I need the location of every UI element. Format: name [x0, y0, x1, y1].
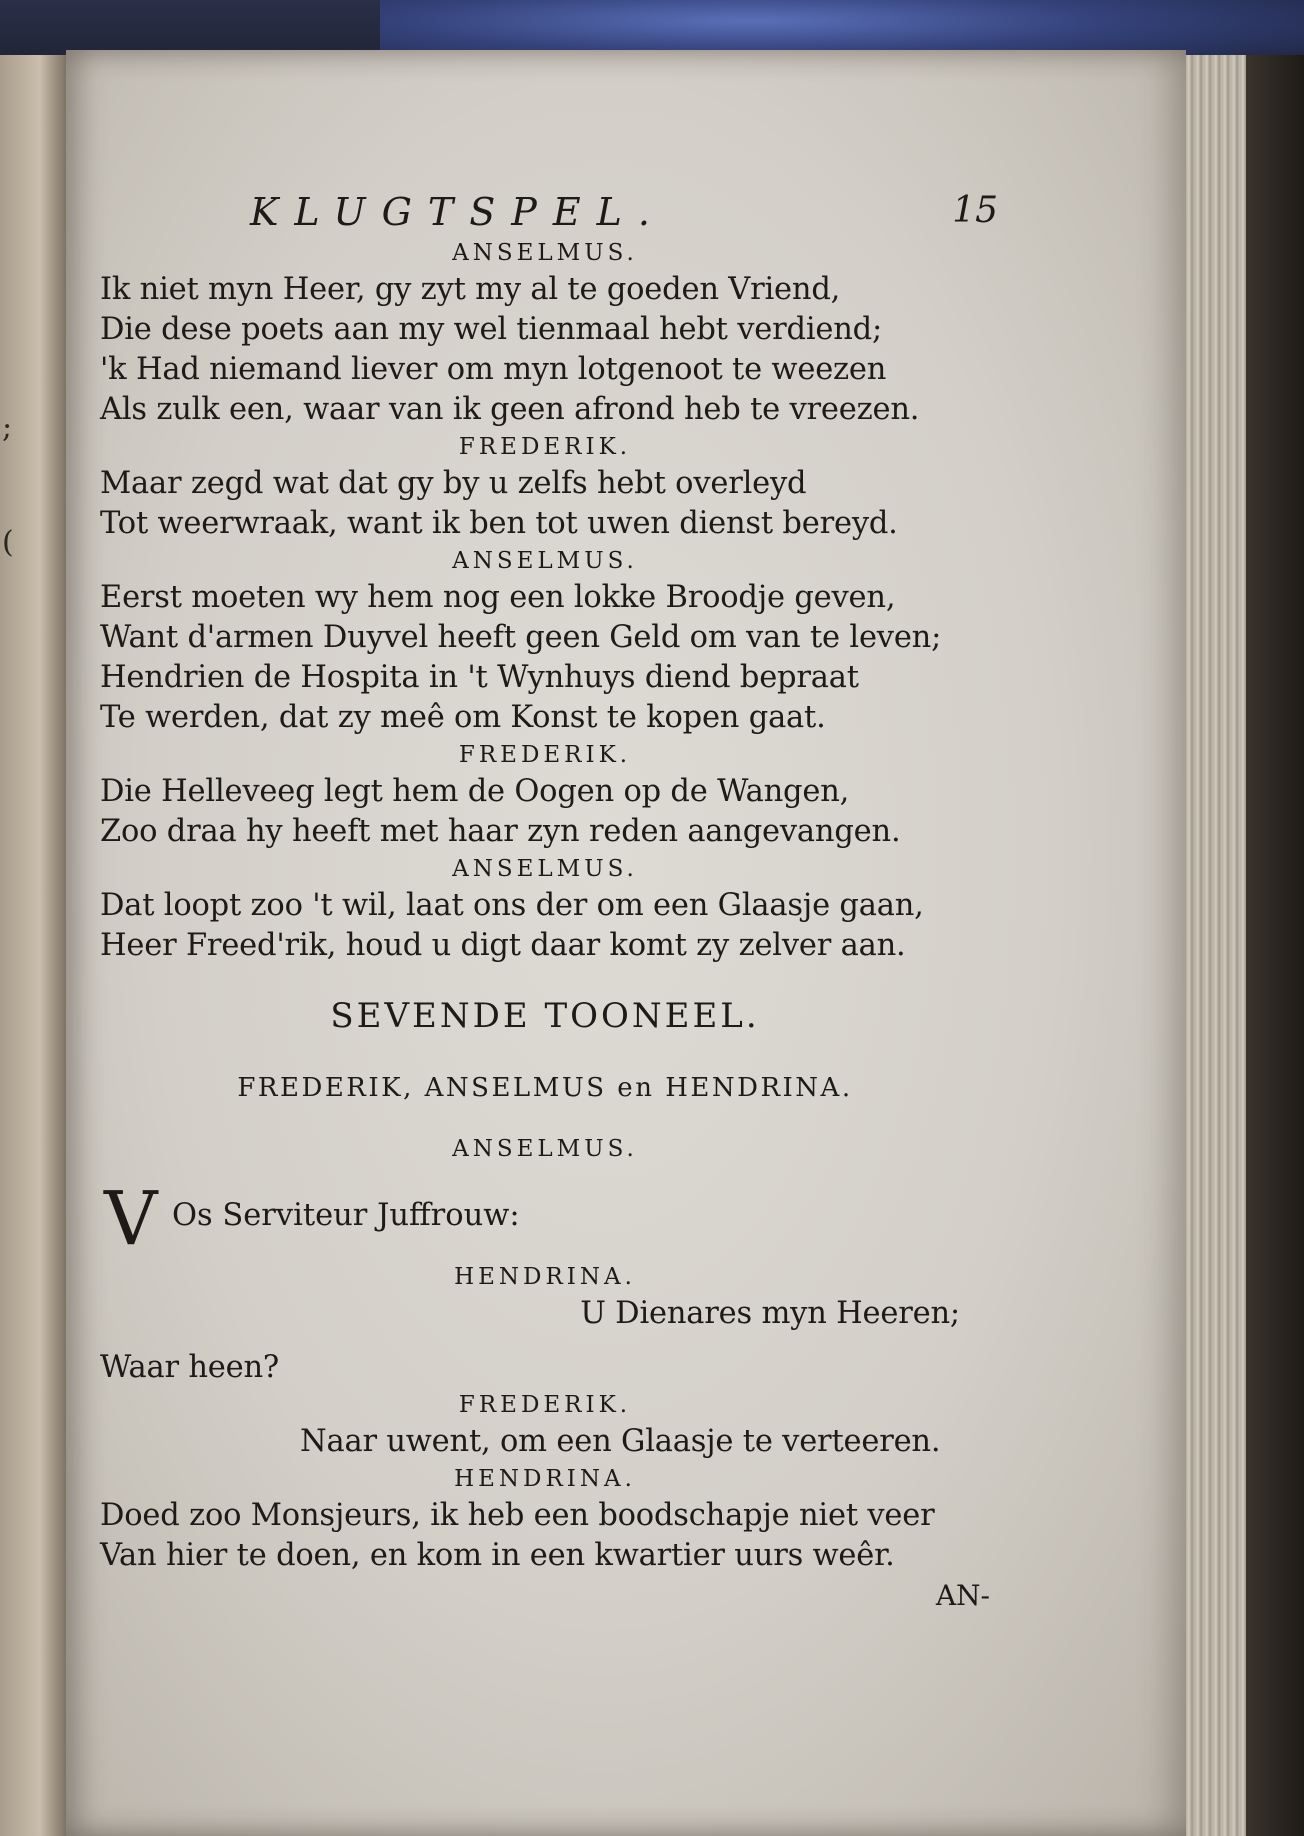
speaker-name: FREDERIK. [458, 742, 632, 768]
verse-line: Van hier te doen, en kom in een kwartier uurs weêr. [100, 1538, 895, 1573]
verse-line: Te werden, dat zy meê om Konst te kopen gaat. [100, 700, 826, 735]
running-title: KLUGTSPEL. [250, 190, 666, 234]
speaker-name: HENDRINA. [454, 1466, 636, 1492]
book-cover-edge [1246, 55, 1304, 1836]
spacer [100, 1334, 990, 1348]
speaker-name: ANSELMUS. [452, 240, 638, 266]
verse-line: Die dese poets aan my wel tienmaal hebt verdiend; [100, 312, 883, 347]
verse-line: Maar zegd wat dat gy by u zelfs hebt overleyd [100, 466, 807, 501]
verse-line: Os Serviteur Juffrouw: [172, 1198, 520, 1233]
verse-line: Hendrien de Hospita in 't Wynhuys diend bepraat [100, 660, 859, 695]
verse-line: Eerst moeten wy hem nog een lokke Broodje geven, [100, 580, 896, 615]
verse-line: Heer Freed'rik, houd u digt daar komt zy zelver aan. [100, 928, 906, 963]
verse-line: Waar heen? [100, 1350, 280, 1385]
verse-line: Als zulk een, waar van ik geen afrond heb te vreezen. [100, 392, 920, 427]
drop-cap-line [100, 1176, 990, 1262]
left-page-mark: ; [2, 410, 13, 445]
verse-line: U Dienares myn Heeren; [580, 1296, 960, 1331]
verse-line: Naar uwent, om een Glaasje te verteeren. [300, 1424, 941, 1459]
page-text [100, 236, 990, 1616]
speaker-name: HENDRINA. [454, 1264, 636, 1290]
catchword: AN- [935, 1579, 990, 1612]
verse-line: Tot weerwraak, want ik ben tot uwen dienst bereyd. [100, 506, 898, 541]
verse-line: 'k Had niemand liever om myn lotgenoot te weezen [100, 352, 887, 387]
drop-cap: V [104, 1176, 158, 1262]
scene-title: SEVENDE TOONEEL. [330, 996, 760, 1036]
left-page-edge [0, 55, 66, 1836]
verse-line: Want d'armen Duyvel heeft geen Geld om van te leven; [100, 620, 942, 655]
verse-line: Dat loopt zoo 't wil, laat ons der om een Glaasje gaan, [100, 888, 924, 923]
speaker-name: FREDERIK. [458, 1392, 632, 1418]
speaker-name: FREDERIK. [458, 434, 632, 460]
verse-line: Ik niet myn Heer, gy zyt my al te goeden Vriend, [100, 272, 841, 307]
verse-line: Doed zoo Monsjeurs, ik heb een boodschapje niet veer [100, 1498, 935, 1533]
spacer [100, 1044, 990, 1058]
left-page-mark: ( [2, 525, 14, 560]
spacer [100, 1118, 990, 1132]
page-number: 15 [952, 190, 998, 231]
speaker-name: ANSELMUS. [452, 548, 638, 574]
scene-characters: FREDERIK, ANSELMUS en HENDRINA. [237, 1073, 853, 1103]
verse-line: Die Helleveeg legt hem de Oogen op de Wangen, [100, 774, 850, 809]
spacer [100, 966, 990, 988]
page-header [100, 190, 998, 236]
speaker-name: ANSELMUS. [452, 1136, 638, 1162]
spacer [100, 1166, 990, 1180]
page-stack-edge [1186, 55, 1246, 1836]
speaker-name: ANSELMUS. [452, 856, 638, 882]
verse-line: Zoo draa hy heeft met haar zyn reden aangevangen. [100, 814, 901, 849]
